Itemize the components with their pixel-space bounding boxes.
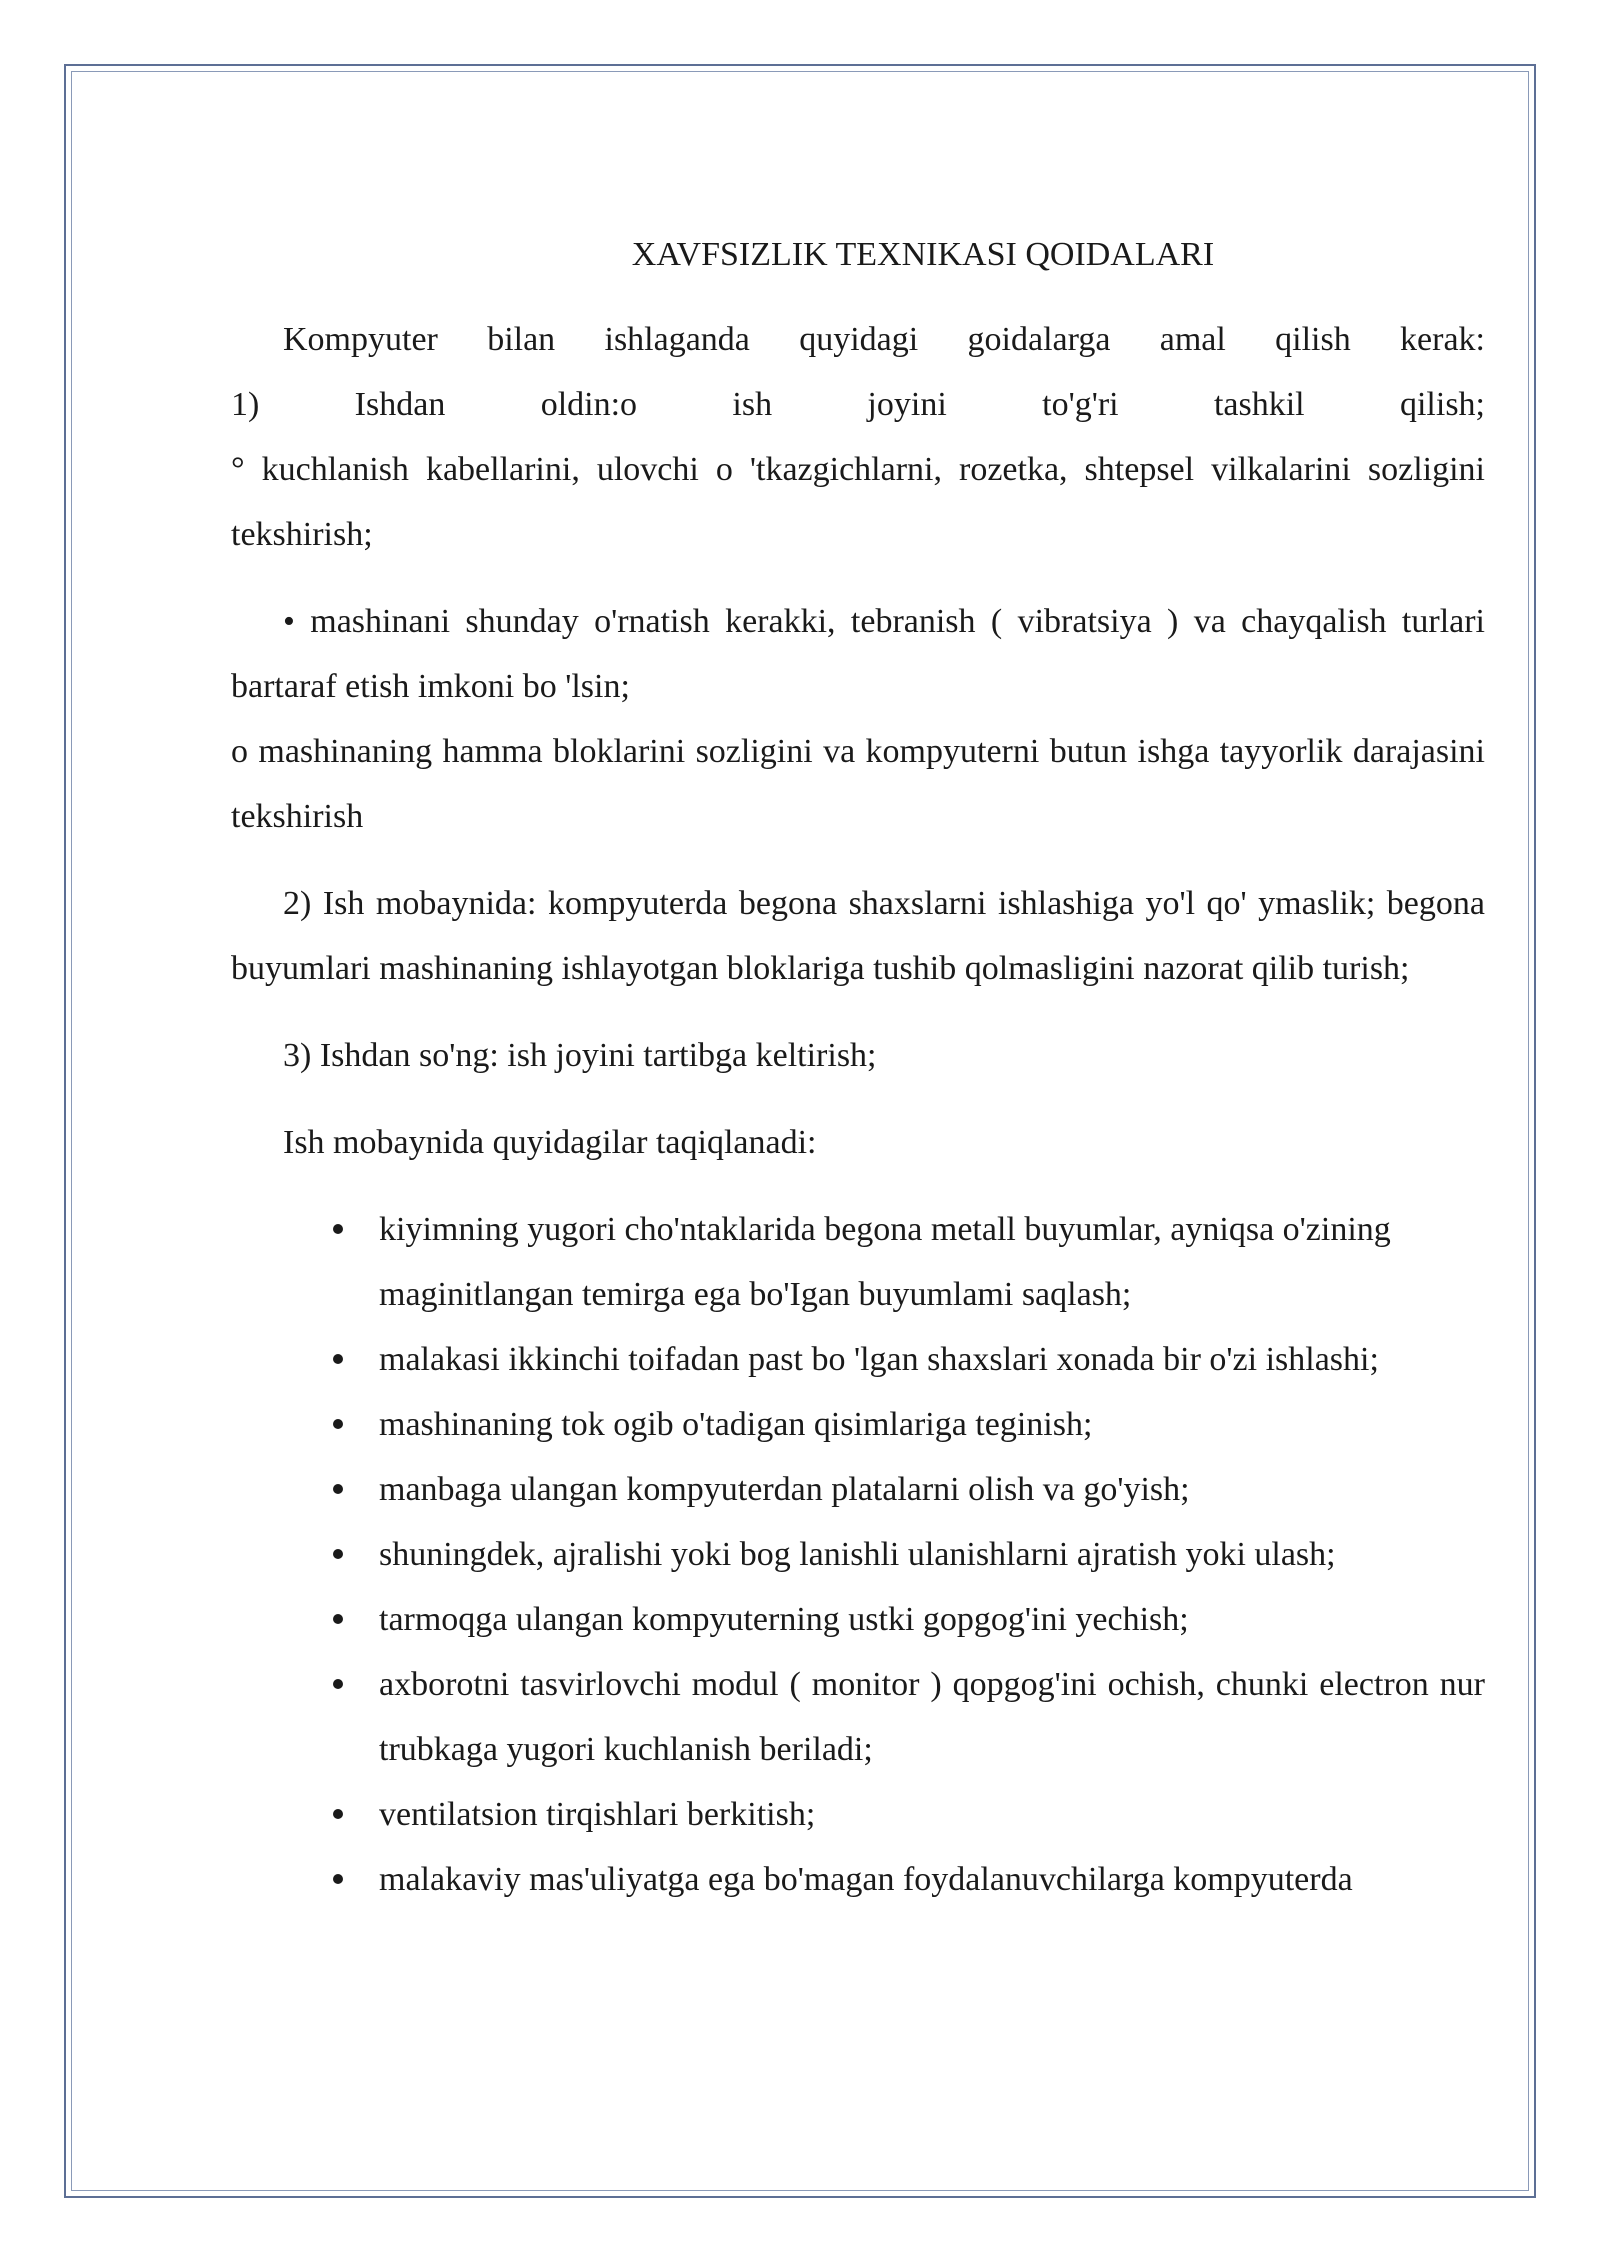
list-item: manbaga ulangan kompyuterdan platalarni olish va go'yish; (379, 1457, 1485, 1522)
cables-check-line: ° kuchlanish kabellarini, ulovchi o 'tkazgichlarni, rozetka, shtepsel vilkalarini sozligini tekshirish; (231, 451, 1485, 553)
installation-line: • mashinani shunday o'rnatish kerakki, tebranish ( vibratsiya ) va chayqalish turlari bartaraf etish imkoni bo 'lsin; (231, 603, 1485, 705)
prohibited-list (231, 1197, 1485, 1912)
list-item: malakaviy mas'uliyatga ega bo'magan foydalanuvchilarga kompyuterda (379, 1847, 1485, 1912)
list-item: mashinaning tok ogib o'tadigan qisimlariga teginish; (379, 1392, 1485, 1457)
list-item: tarmoqga ulangan kompyuterning ustki gopgog'ini yechish; (379, 1587, 1485, 1652)
before-work-line: 1) Ishdan oldin:o ish joyini to'g'ri tashkil qilish; (231, 386, 1485, 423)
document-body (231, 222, 1485, 1912)
paragraph-after-work: 3) Ishdan so'ng: ish joyini tartibga keltirish; (283, 1037, 877, 1074)
paragraph-installation (231, 589, 1485, 849)
paragraph-intro (231, 307, 1485, 567)
list-item: kiyimning yugori cho'ntaklarida begona metall buyumlar, ayniqsa o'zining maginitlangan temirga ega bo'Igan buyumlami saqlash; (379, 1197, 1501, 1327)
paragraph-prohibited-heading: Ish mobaynida quyidagilar taqiqlanadi: (283, 1124, 817, 1161)
list-item: ventilatsion tirqishlari berkitish; (379, 1782, 1485, 1847)
list-item: axborotni tasvirlovchi modul ( monitor ) qopgog'ini ochish, chunki electron nur trubkaga yugori kuchlanish beriladi; (379, 1652, 1485, 1782)
list-item: shuningdek, ajralishi yoki bog lanishli ulanishlarni ajratish yoki ulash; (379, 1522, 1485, 1587)
list-item: malakasi ikkinchi toifadan past bo 'lgan shaxslari xonada bir o'zi ishlashi; (379, 1327, 1485, 1392)
paragraph-during-work: 2) Ish mobaynida: kompyuterda begona shaxslarni ishlashiga yo'l qo' ymaslik; begona buyumlari mashinaning ishlayotgan bloklariga tushib qolmasligini nazorat qilib turish; (231, 885, 1485, 987)
intro-line: Kompyuter bilan ishlaganda quyidagi goidalarga amal qilish kerak: (283, 321, 1485, 358)
document-title: XAVFSIZLIK TEXNIKASI QOIDALARI (631, 236, 1215, 273)
blocks-check-line: o mashinaning hamma bloklarini sozligini va kompyuterni butun ishga tayyorlik darajasini tekshirish (231, 733, 1485, 835)
